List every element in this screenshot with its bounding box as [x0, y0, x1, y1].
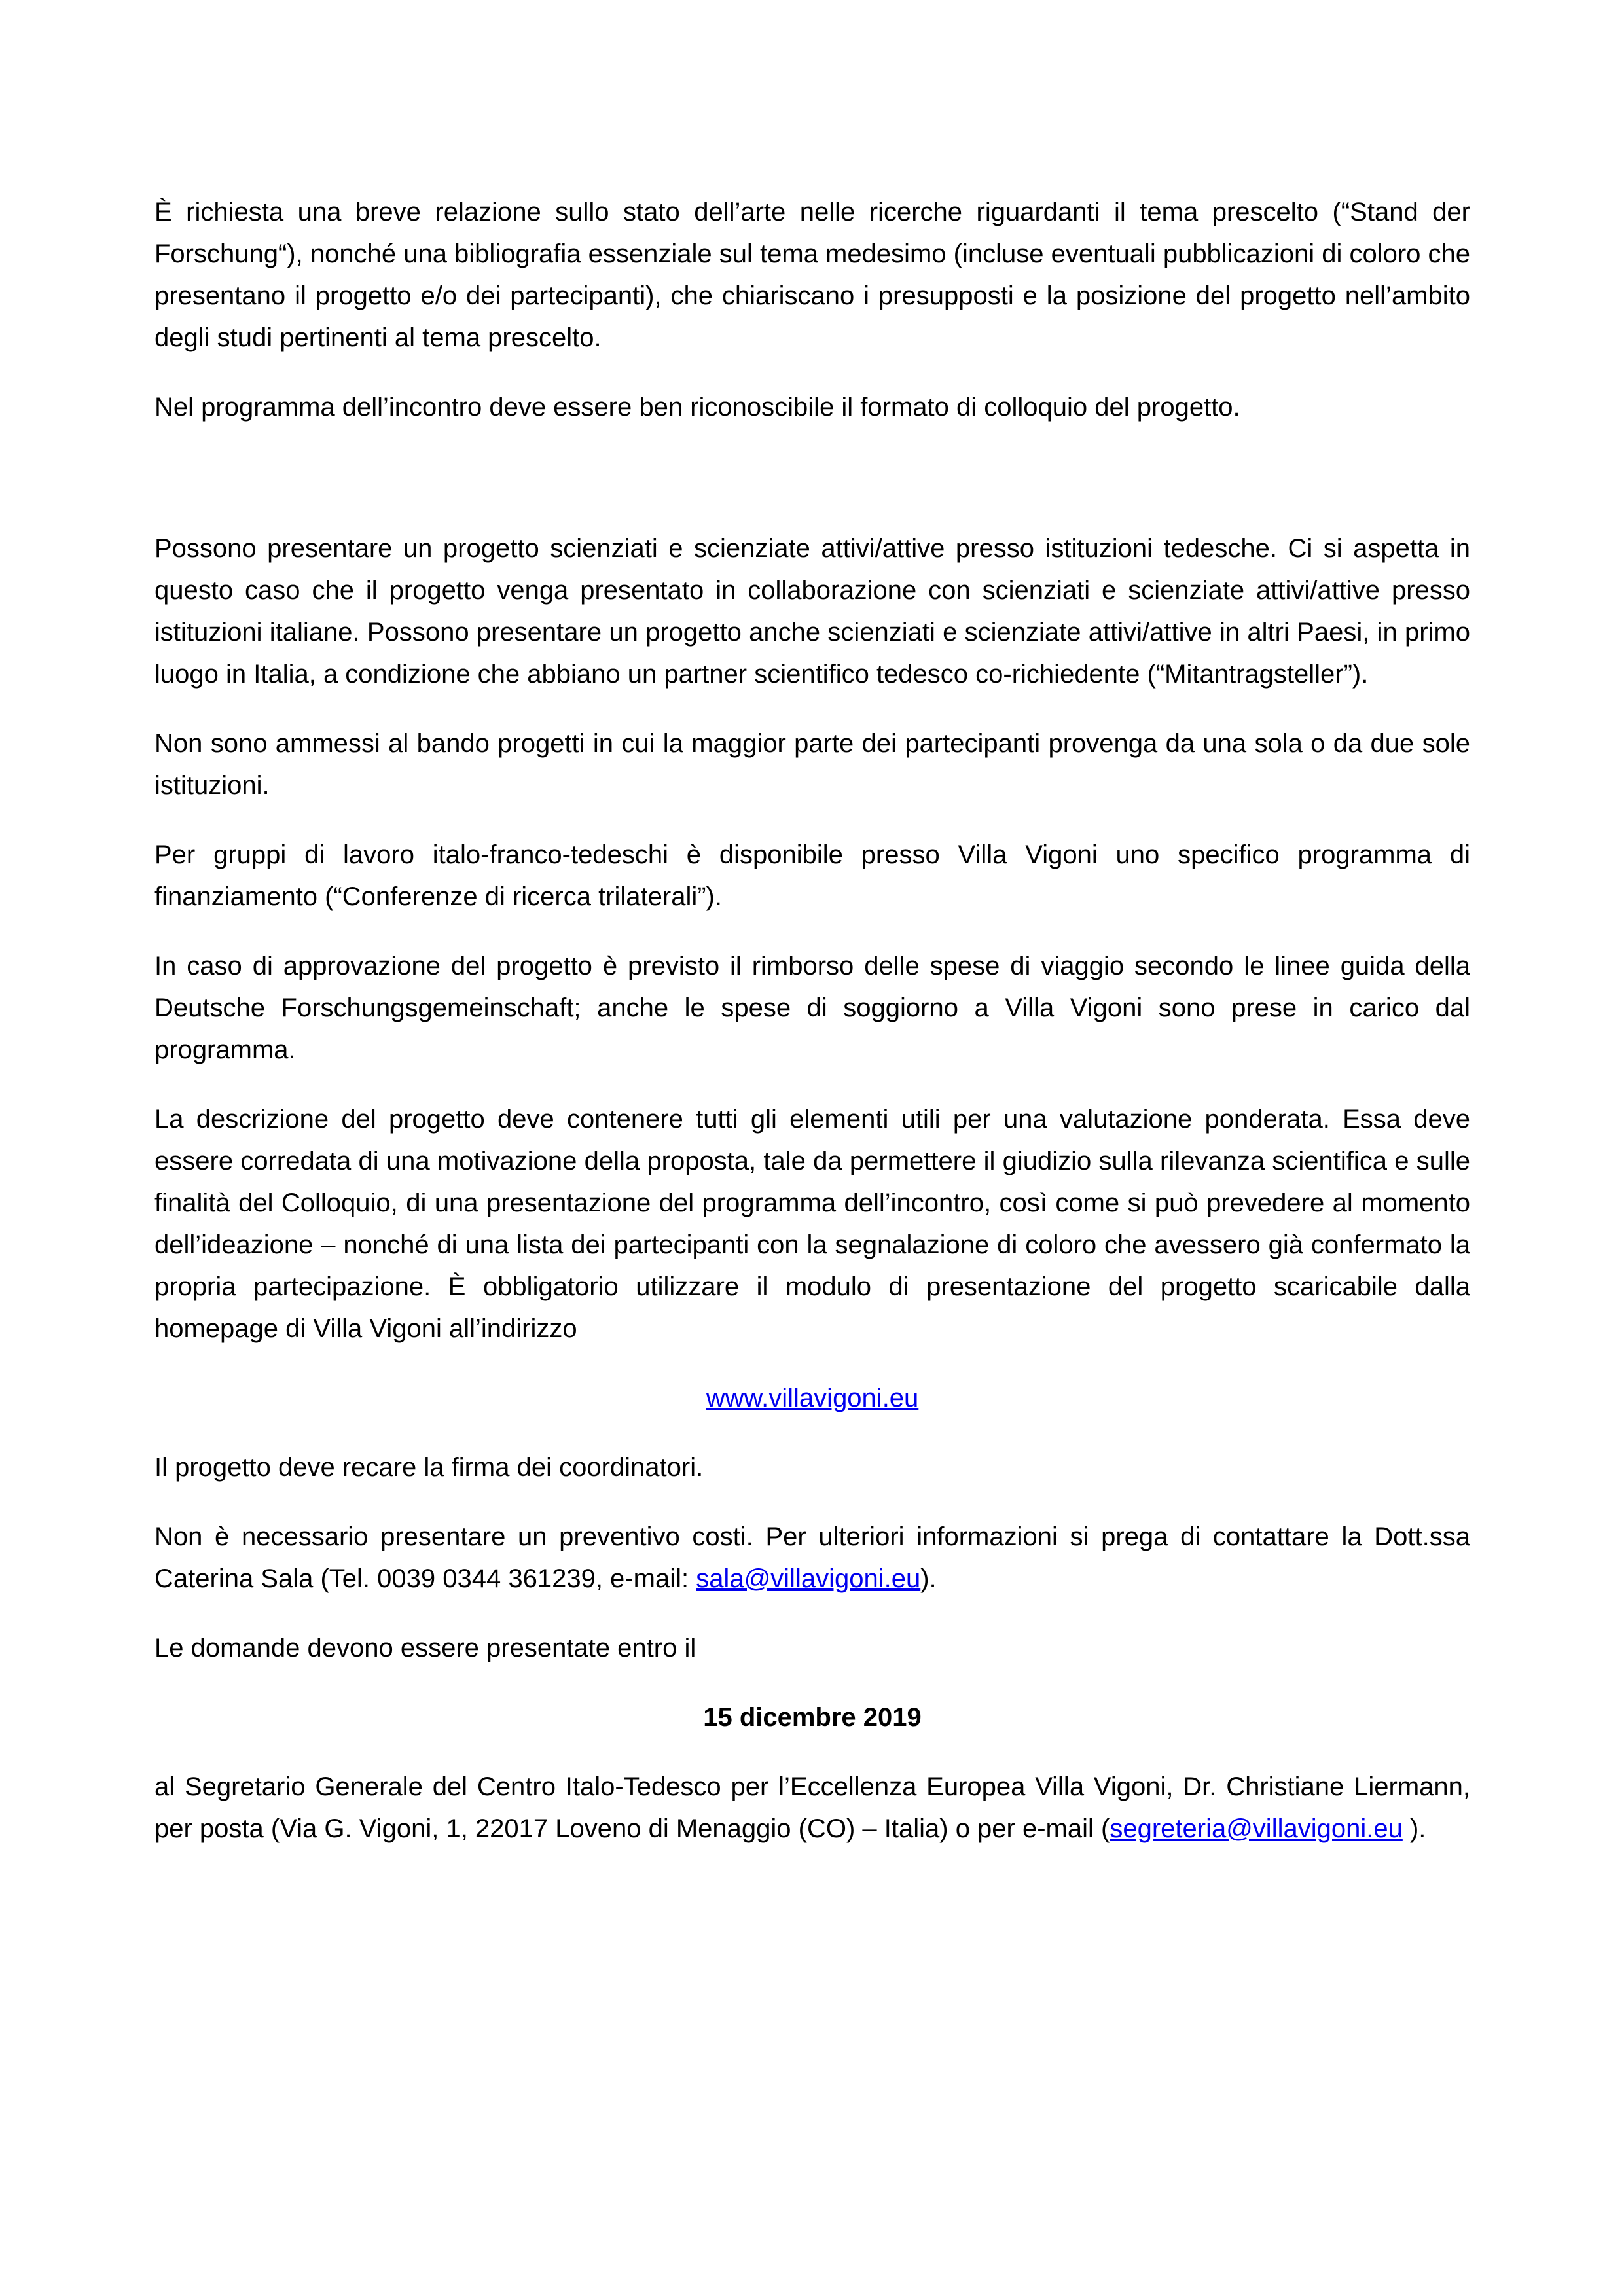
submission-email-link[interactable]: segreteria@villavigoni.eu — [1110, 1814, 1403, 1843]
paragraph-trilateral-program: Per gruppi di lavoro italo-franco-tedeschi è disponibile presso Villa Vigoni uno specifico programma di finanziamento (“Conferenze di ricerca trilaterali”). — [154, 840, 1470, 911]
contact-email-link[interactable]: sala@villavigoni.eu — [696, 1564, 921, 1593]
paragraph-contact — [154, 1516, 1470, 1600]
paragraph-institutions-rule: Non sono ammessi al bando progetti in cui la maggior parte dei partecipanti provenga da una sola o da due sole istituzioni. — [154, 729, 1470, 800]
website-line — [154, 1377, 1470, 1419]
paragraph-reimbursement: In caso di approvazione del progetto è previsto il rimborso delle spese di viaggio secondo le linee guida della Deutsche Forschungsgemeinschaft; anche le spese di soggiorno a Villa Vigoni sono prese in carico dal programma. — [154, 952, 1470, 1064]
document-page — [154, 191, 1470, 1850]
paragraph-state-of-art: È richiesta una breve relazione sullo stato dell’arte nelle ricerche riguardanti il tema prescelto (“Stand der Forschung“), nonché una bibliografia essenziale sul tema medesimo (incluse eventuali pubblicazioni di coloro che presentano il progetto e/o dei partecipanti), che chiariscano i presupposti e la posizione del progetto nell’ambito degli studi pertinenti al tema prescelto. — [154, 198, 1470, 352]
paragraph-submission — [154, 1766, 1470, 1850]
submission-text-end: ). — [1402, 1814, 1426, 1843]
submission-text: al Segretario Generale del Centro Italo-Tedesco per l’Eccellenza Europea Villa Vigoni, Dr. Christiane Liermann, per posta (Via G. Vigoni, 1, 22017 Loveno di Menaggio (CO) – Italia) o per e-mail ( — [154, 1772, 1470, 1843]
contact-text: Non è necessario presentare un preventivo costi. Per ulteriori informazioni si prega di contattare la Dott.ssa Caterina Sala (Tel. 0039 0344 361239, e-mail: — [154, 1522, 1470, 1593]
paragraph-project-description: La descrizione del progetto deve contenere tutti gli elementi utili per una valutazione ponderata. Essa deve essere corredata di una motivazione della proposta, tale da permettere il giudizio sulla rilevanza scientifica e sulle finalità del Colloquio, di una presentazione del programma dell’incontro, così come si può prevedere al momento dell’ideazione – nonché di una lista dei partecipanti con la segnalazione di coloro che avessero già confermato la propria partecipazione. È obbligatorio utilizzare il modulo di presentazione del progetto scaricabile dalla homepage di Villa Vigoni all’indirizzo — [154, 1105, 1470, 1343]
paragraph-deadline-intro: Le domande devono essere presentate entro il — [154, 1634, 696, 1662]
website-link[interactable]: www.villavigoni.eu — [706, 1384, 919, 1412]
paragraph-eligible-applicants: Possono presentare un progetto scienziati e scienziate attivi/attive presso istituzioni tedesche. Ci si aspetta in questo caso che il progetto venga presentato in collaborazione con scienziati e scienziate attivi/attive presso istituzioni italiane. Possono presentare un progetto anche scienziati e scienziate attivi/attive in altri Paesi, in primo luogo in Italia, a condizione che abbiano un partner scientifico tedesco co-richiedente (“Mitantragsteller”). — [154, 534, 1470, 689]
paragraph-signature: Il progetto deve recare la firma dei coordinatori. — [154, 1453, 704, 1482]
deadline-date: 15 dicembre 2019 — [703, 1703, 922, 1732]
paragraph-colloquium-format: Nel programma dell’incontro deve essere ben riconoscibile il formato di colloquio del progetto. — [154, 393, 1240, 422]
contact-text-end: ). — [920, 1564, 937, 1593]
